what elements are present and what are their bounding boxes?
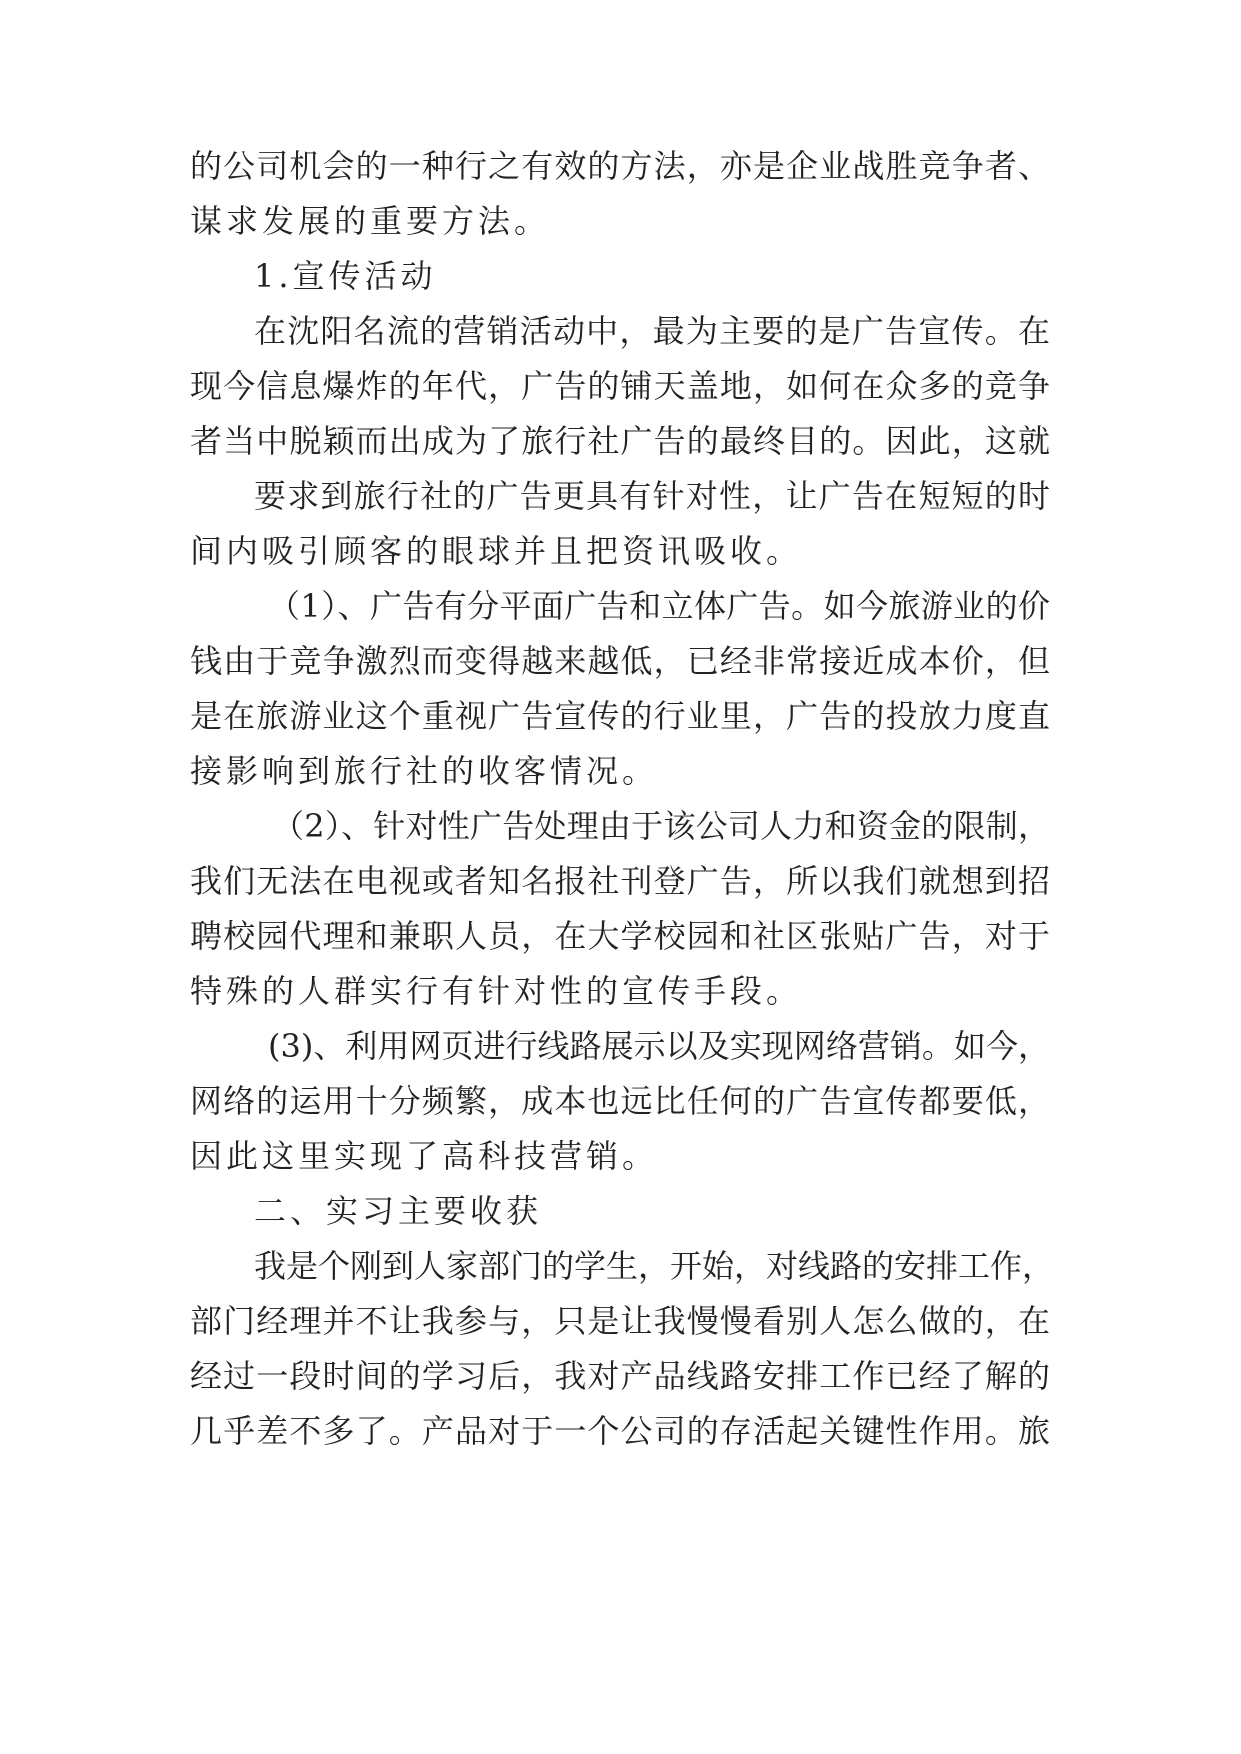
body-text-line: 几乎差不多了。产品对于一个公司的存活起关键性作用。旅 — [190, 1412, 1050, 1450]
body-text-line: 要求到旅行社的广告更具有针对性，让广告在短短的时 — [254, 477, 1050, 515]
body-text-line: 者当中脱颖而出成为了旅行社广告的最终目的。因此，这就 — [190, 422, 1050, 460]
body-text-line: 我是个刚到人家部门的学生，开始，对线路的安排工作， — [254, 1247, 1055, 1285]
body-text-line: 是在旅游业这个重视广告宣传的行业里，广告的投放力度直 — [190, 697, 1050, 735]
body-text-line: 接影响到旅行社的收客情况。 — [190, 752, 659, 790]
body-text-line: 我们无法在电视或者知名报社刊登广告，所以我们就想到招 — [190, 862, 1050, 900]
body-text-line: 间内吸引顾客的眼球并且把资讯吸收。 — [190, 532, 803, 570]
body-text-line: 经过一段时间的学习后，我对产品线路安排工作已经了解的 — [190, 1357, 1050, 1395]
section-heading: 1.宣传活动 — [254, 257, 437, 295]
body-text-line: 的公司机会的一种行之有效的方法，亦是企业战胜竞争者、 — [190, 147, 1050, 185]
body-text-line: 因此这里实现了高科技营销。 — [190, 1137, 659, 1175]
body-text-line: 特殊的人群实行有针对性的宣传手段。 — [190, 972, 803, 1010]
body-text-line: 网络的运用十分频繁，成本也远比任何的广告宣传都要低， — [190, 1082, 1050, 1120]
body-text-line: （2）、针对性广告处理由于该公司人力和资金的限制， — [272, 807, 1050, 845]
body-text-line: 部门经理并不让我参与，只是让我慢慢看别人怎么做的，在 — [190, 1302, 1050, 1340]
body-text-line: 现今信息爆炸的年代，广告的铺天盖地，如何在众多的竞争 — [190, 367, 1050, 405]
body-text-line: (3)、利用网页进行线路展示以及实现网络营销。如今， — [268, 1027, 1050, 1065]
section-heading: 二、实习主要收获 — [254, 1192, 543, 1230]
body-text-line: （1）、广告有分平面广告和立体广告。如今旅游业的价 — [268, 587, 1050, 625]
body-text-line: 谋求发展的重要方法。 — [190, 202, 551, 240]
body-text-line: 钱由于竞争激烈而变得越来越低，已经非常接近成本价，但 — [190, 642, 1050, 680]
body-text-line: 在沈阳名流的营销活动中，最为主要的是广告宣传。在 — [254, 312, 1050, 350]
body-text-line: 聘校园代理和兼职人员，在大学校园和社区张贴广告，对于 — [190, 917, 1050, 955]
